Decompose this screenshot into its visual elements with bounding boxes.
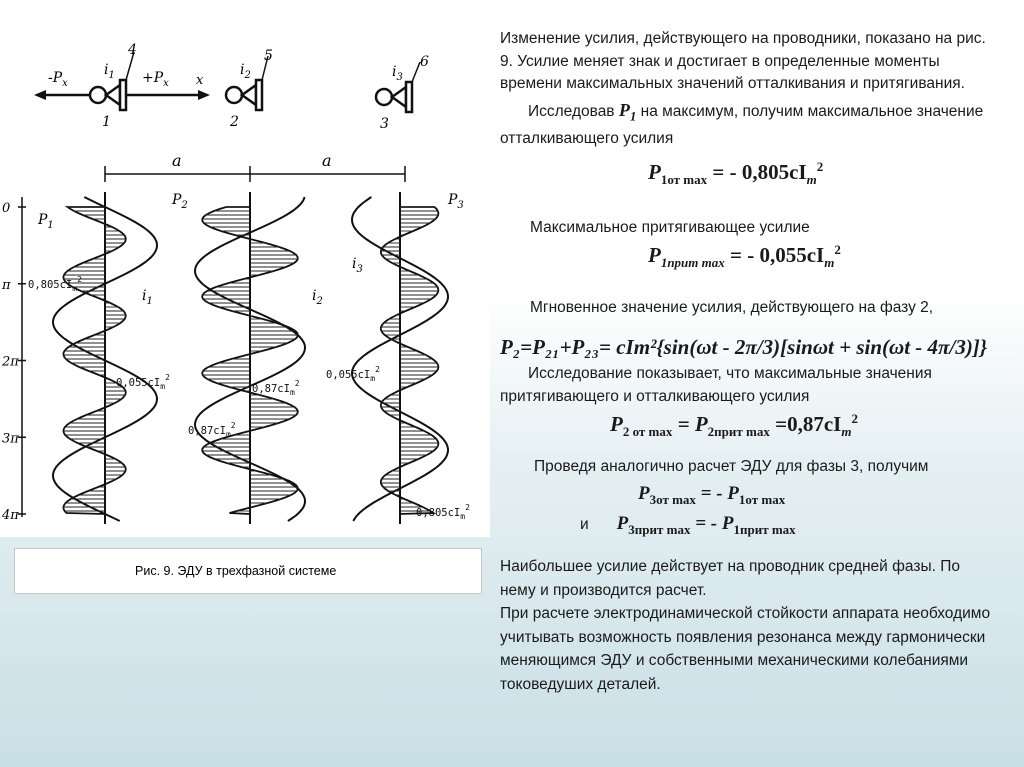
y-tick-label: 3π bbox=[2, 431, 19, 447]
text-column bbox=[500, 28, 1000, 696]
p3-label: $P_3$ bbox=[448, 192, 464, 211]
axis-x-label: x bbox=[196, 73, 204, 88]
formula-p1-prit-max: $P_{1прит max}$ = - $0,055cI_m^2$ bbox=[648, 242, 841, 271]
formula-p3-prit-row bbox=[580, 513, 1000, 541]
paragraph-phase3: Проведя аналогично расчет ЭДУ для фазы 3, получим bbox=[534, 458, 929, 476]
current-label-3: $i_3$ bbox=[392, 64, 403, 83]
paragraph-resonance: При расчете электродинамической стойкости аппарата необходимо учитывать возможность появления резонанса между гармонически меняющимся ЭДУ и собственными механическими колебаниями токоведуших деталей. bbox=[500, 605, 991, 693]
conductor-label-3: 3 bbox=[380, 116, 389, 132]
formula-p3-prit-max: $P_{3прит max}$ = - $P_{1прит max}$ bbox=[616, 512, 796, 537]
p1-label: $P_1$ bbox=[38, 212, 54, 231]
conductor-diagram-3 bbox=[362, 42, 440, 132]
conductor-label-1: 1 bbox=[102, 114, 111, 130]
y-tick-label: 4π bbox=[2, 508, 19, 523]
paragraph-research bbox=[500, 99, 1000, 151]
conductor-3-drawing bbox=[362, 42, 440, 132]
current-label-2: $i_2$ bbox=[240, 62, 251, 81]
p2-label: $P_2$ bbox=[172, 192, 188, 211]
formula-p3-ot-max: $P_{3от max}$ = - $P_{1от max}$ bbox=[638, 482, 786, 507]
y-tick-label: 2π bbox=[2, 354, 19, 370]
y-tick-label: π bbox=[2, 277, 11, 293]
conductor-diagram-2 bbox=[218, 40, 290, 132]
phase-2-force-curve bbox=[202, 207, 298, 514]
i2-label: $i_2$ bbox=[312, 288, 323, 307]
annotation-3: $0,87cI_m^2$ bbox=[188, 421, 236, 439]
formula-p1-ot-max: $P_{1от max}$ = - $0,805cI_m^2$ bbox=[648, 159, 824, 188]
annotation-5: $0,055cI_m^2$ bbox=[326, 365, 380, 383]
annotation-6: $0,805cI_m^2$ bbox=[416, 503, 470, 521]
current-label-1: $i_1$ bbox=[104, 62, 115, 81]
paragraph-attraction: Максимальное притягивающее усилие bbox=[530, 218, 810, 236]
paragraph-intro: Изменение усилия, действующего на проводники, показано на рис. 9. Усилие меняет знак и достигает в определенные моменты времени максимальных значений отталкивания и притягивания. bbox=[500, 30, 986, 92]
spacing-label-2: a bbox=[322, 152, 332, 170]
paragraph-max-values: Исследование показывает, что максимальные значения притягивающего и отталкивающего усилия bbox=[500, 365, 932, 405]
annotation-1: $0,805cI_m^2$ bbox=[28, 275, 82, 293]
conductor-1-drawing bbox=[30, 40, 218, 132]
p1-variable: $P_1$ bbox=[618, 99, 637, 124]
callout-6: 6 bbox=[420, 54, 429, 70]
waveform-drawing bbox=[0, 152, 490, 537]
and-word: и bbox=[580, 515, 589, 533]
conductor-2-drawing bbox=[218, 40, 290, 132]
callout-5: 5 bbox=[264, 48, 273, 64]
i3-label: $i_3$ bbox=[352, 256, 363, 275]
phase-1-force-curve bbox=[63, 207, 125, 514]
conductor-diagram-1 bbox=[30, 40, 218, 132]
waveform-figure bbox=[0, 152, 490, 537]
paragraph-instant: Мгновенное значение усилия, действующего на фазу 2, bbox=[530, 298, 934, 316]
research-text-start: Исследовав bbox=[528, 102, 619, 120]
figure-caption: Рис. 9. ЭДУ в трехфазной системе bbox=[14, 548, 482, 594]
spacing-label-1: a bbox=[172, 152, 182, 170]
callout-4: 4 bbox=[128, 42, 137, 58]
paragraph-conclusion: Наибольшее усилие действует на проводник средней фазы. По нему и производится расчет. bbox=[500, 558, 960, 599]
formula-p2-instant: P₂=P₂₁+P₂₃= cIm²{sin(ωt - 2π/3)[sinωt + sin(ωt - 4π/3)]} bbox=[500, 335, 988, 360]
annotation-4: $0,87cI_m^2$ bbox=[252, 379, 300, 397]
y-tick-label: 0 bbox=[2, 201, 11, 216]
conductor-label-2: 2 bbox=[230, 114, 239, 130]
formula-p2-max: $P_{2 от max} = P_{2прит max} =0,87cI_m^2$ bbox=[610, 411, 858, 440]
axis-right-label: $+P_x$ bbox=[142, 70, 169, 89]
i1-label: $i_1$ bbox=[142, 288, 153, 307]
research-text-end: на максимум, получим максимальное значение отталкивающего усилия bbox=[500, 102, 984, 147]
axis-left-label: $-P_x$ bbox=[48, 70, 68, 89]
annotation-2: $0,055cI_m^2$ bbox=[116, 373, 170, 391]
